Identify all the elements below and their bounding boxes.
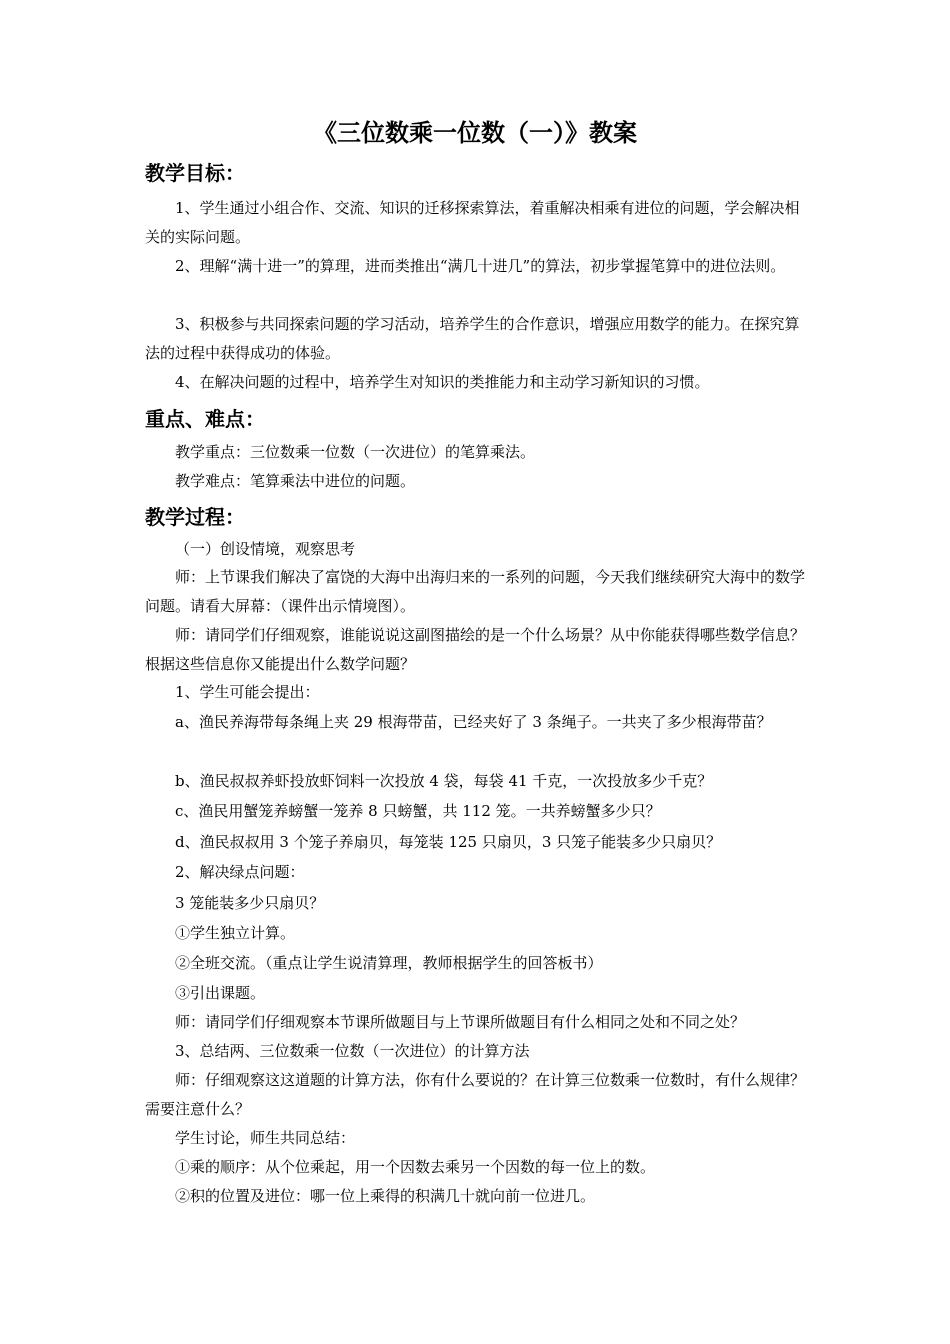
process-item: 师：请同学们仔细观察，谁能说说这副图描绘的是一个什么场景？从中你能获得哪些数学信息？根据这些信息你又能提出什么数学问题？ — [145, 626, 806, 673]
process-item: 学生讨论，师生共同总结： — [175, 1129, 356, 1147]
goal-item: 2、理解“满十进一”的算理，进而类推出“满几十进几”的算法，初步掌握笔算中的进位法则。 — [175, 257, 786, 275]
process-item: ③引出课题。 — [175, 984, 266, 1002]
goal-item: 4、在解决问题的过程中，培养学生对知识的类推能力和主动学习新知识的习惯。 — [175, 373, 710, 391]
process-item: 师：上节课我们解决了富饶的大海中出海归来的一系列的问题，今天我们继续研究大海中的数学问题。请看大屏幕：（课件出示情境图）。 — [145, 568, 806, 615]
process-item: 1、学生可能会提出： — [175, 683, 320, 701]
process-item: 2、解决绿点问题： — [175, 863, 305, 881]
heading-teaching-goals: 教学目标： — [145, 161, 245, 185]
process-item: b、渔民叔叔养虾投放虾饲料一次投放 4 袋，每袋 41 千克，一次投放多少千克？ — [175, 772, 713, 790]
key-point-item: 教学重点：三位数乘一位数（一次进位）的笔算乘法。 — [175, 443, 536, 461]
difficulty-item: 教学难点：笔算乘法中进位的问题。 — [175, 472, 416, 490]
process-item: ②积的位置及进位：哪一位上乘得的积满几十就向前一位进几。 — [175, 1187, 596, 1205]
heading-teaching-process: 教学过程： — [145, 505, 245, 529]
document-title: 《三位数乘一位数（一）》教案 — [313, 119, 637, 147]
process-item: c、渔民用蟹笼养螃蟹一笼养 8 只螃蟹，共 112 笼。一共养螃蟹多少只？ — [175, 802, 661, 820]
process-item: 3 笼能装多少只扇贝？ — [175, 894, 325, 912]
process-item: 师：请同学们仔细观察本节课所做题目与上节课所做题目有什么相同之处和不同之处？ — [175, 1013, 746, 1031]
process-item: ①学生独立计算。 — [175, 924, 296, 942]
process-item: d、渔民叔叔用 3 个笼子养扇贝，每笼装 125 只扇贝，3 只笼子能装多少只扇贝？ — [175, 833, 722, 851]
process-item: 师：仔细观察这这道题的计算方法，你有什么要说的？在计算三位数乘一位数时，有什么规律？需要注意什么？ — [145, 1071, 806, 1118]
heading-key-points: 重点、难点： — [145, 407, 265, 431]
process-item: 3、总结两、三位数乘一位数（一次进位）的计算方法 — [175, 1042, 530, 1060]
process-item: ②全班交流。（重点让学生说清算理，教师根据学生的回答板书） — [175, 954, 603, 972]
process-item: a、渔民养海带每条绳上夹 29 根海带苗，已经夹好了 3 条绳子。一共夹了多少根海带苗？ — [175, 713, 772, 731]
goal-item: 3、积极参与共同探索问题的学习活动，培养学生的合作意识，增强应用数学的能力。在探究算法的过程中获得成功的体验。 — [145, 315, 800, 362]
goal-item: 1、学生通过小组合作、交流、知识的迁移探索算法，着重解决相乘有进位的问题，学会解决相关的实际问题。 — [145, 199, 800, 246]
process-item: （一）创设情境，观察思考 — [175, 540, 356, 558]
process-item: ①乘的顺序：从个位乘起，用一个因数去乘另一个因数的每一位上的数。 — [175, 1158, 656, 1176]
